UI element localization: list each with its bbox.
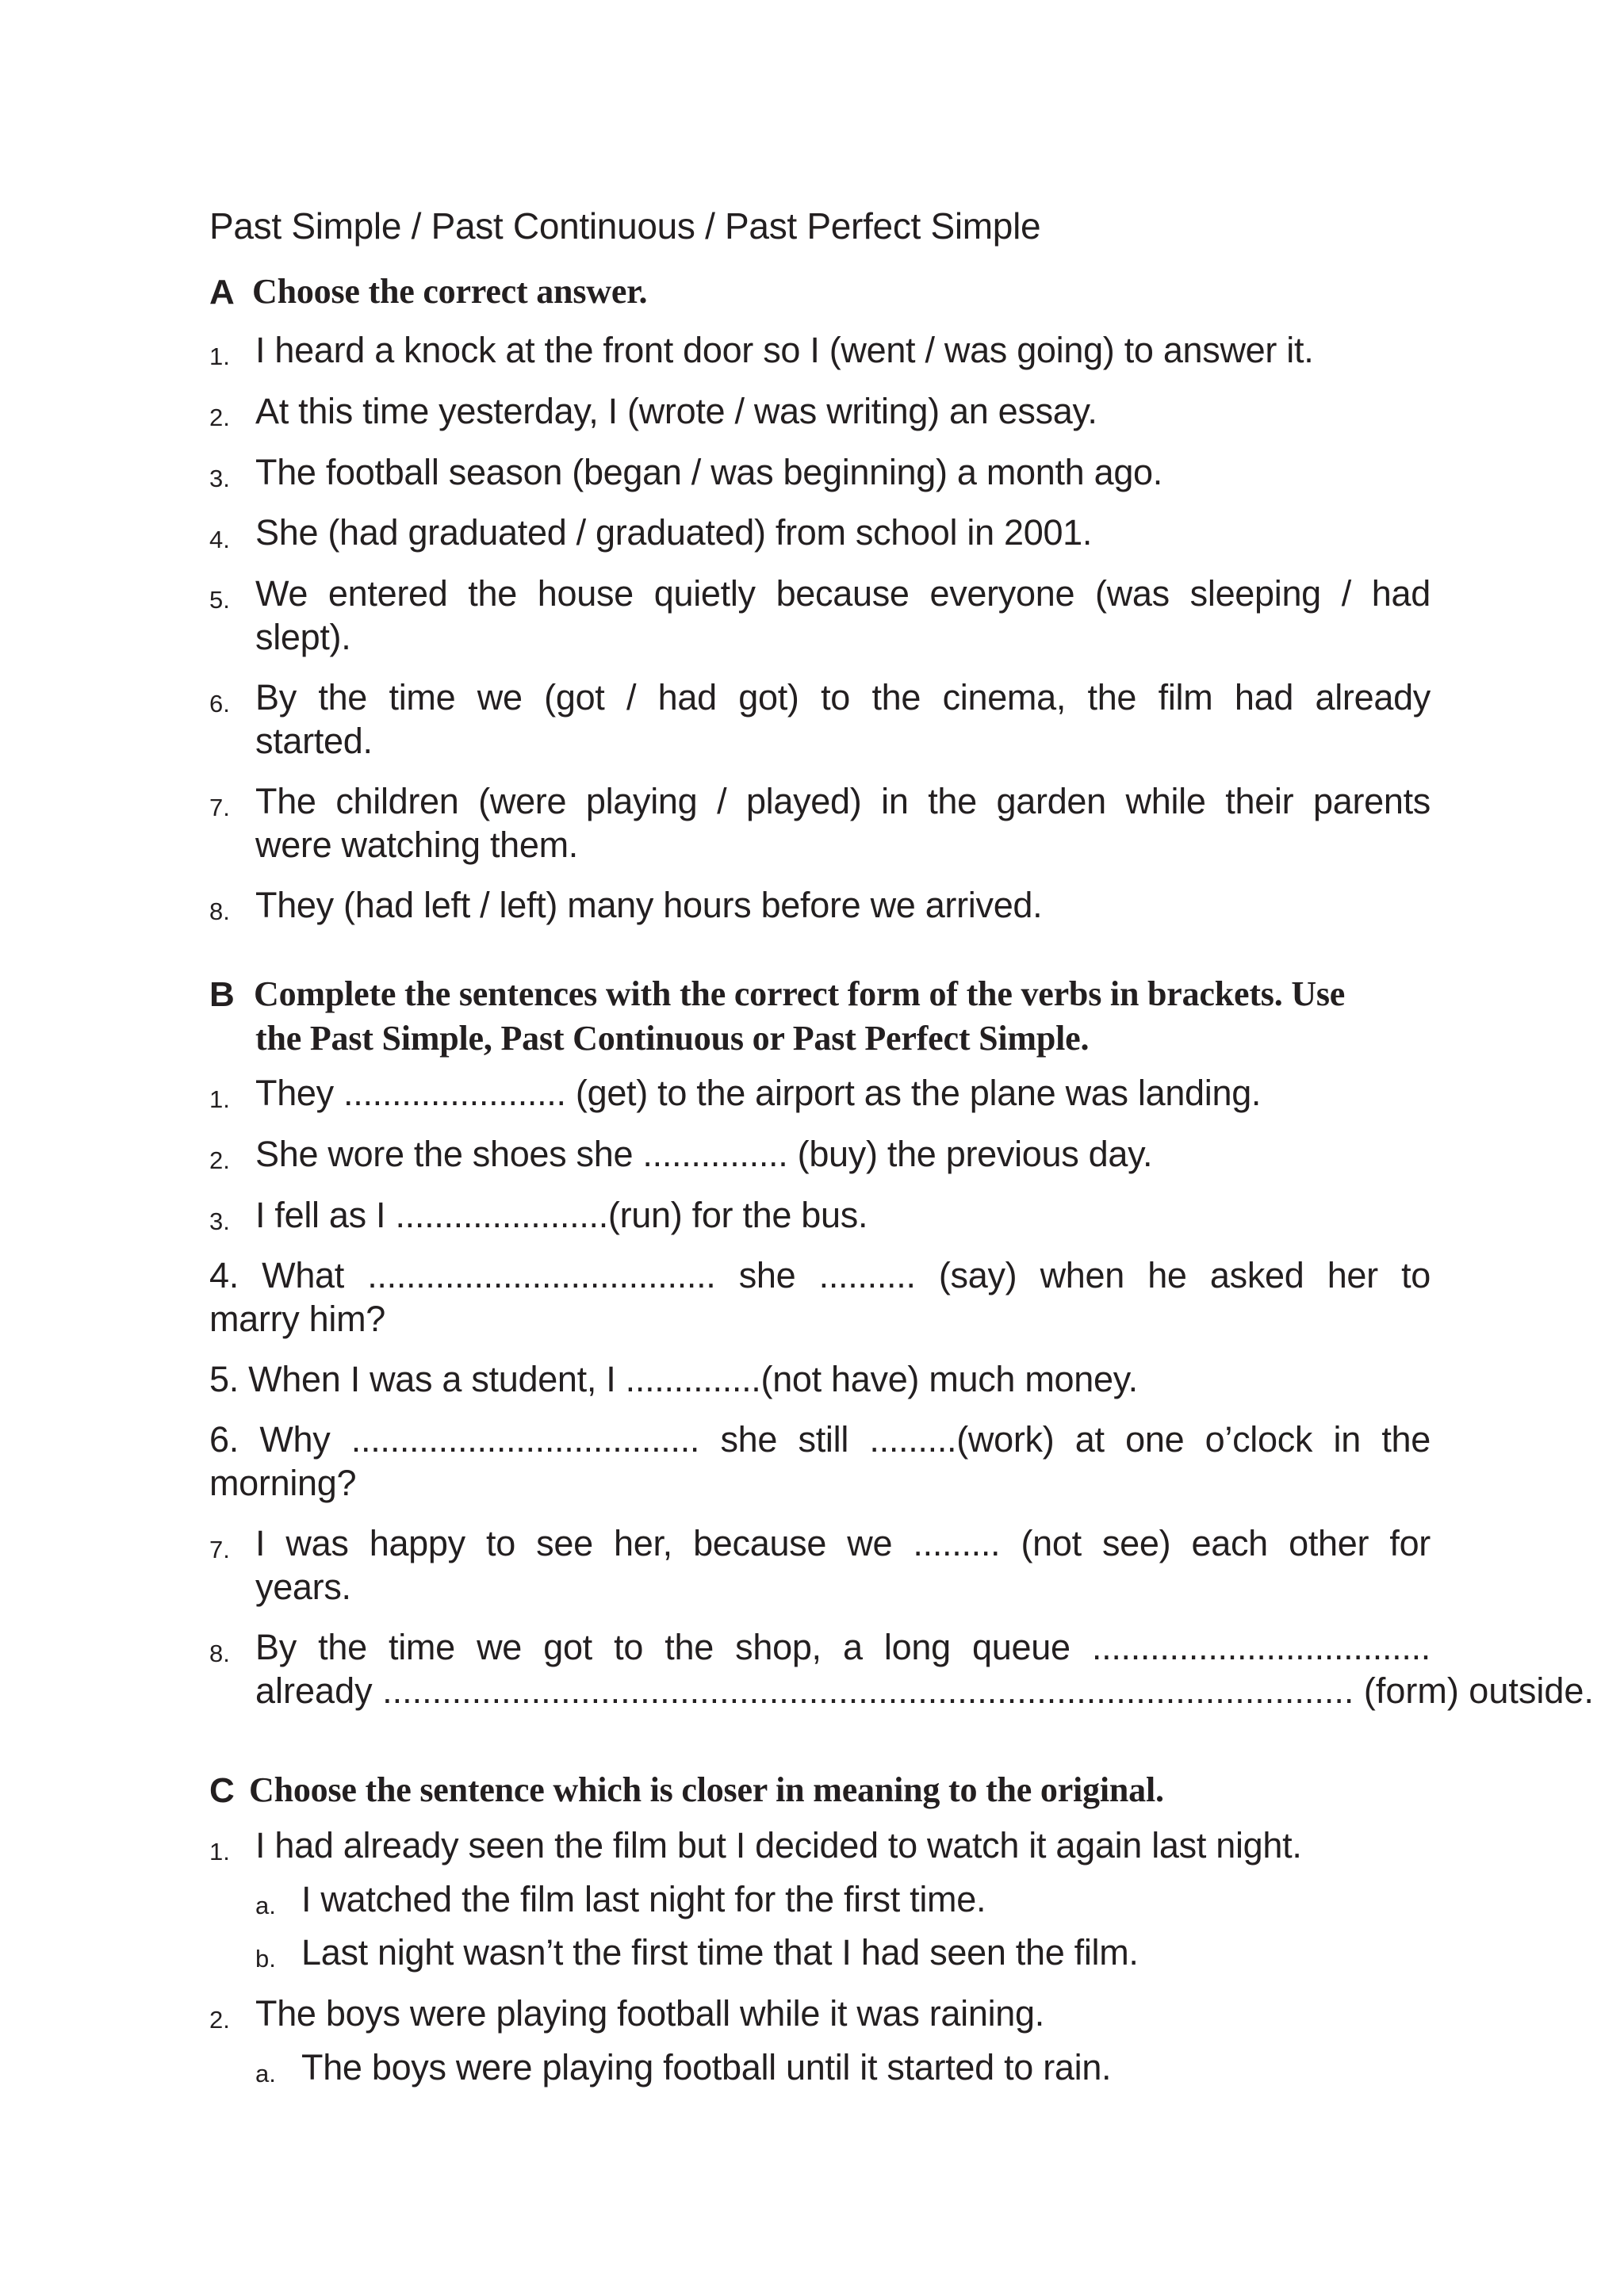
b-item-2-text: She wore the shoes she ............... (buy) the previous day. bbox=[255, 1134, 1153, 1174]
b-item-6-text: 6. Why .................................... she still .........(work) at one o’clock in the bbox=[209, 1419, 1431, 1460]
a-item-5-text-cont: slept). bbox=[255, 617, 351, 657]
a-item-8-number: 8. bbox=[209, 897, 230, 925]
a-item-5-number: 5. bbox=[209, 586, 230, 614]
b-item-7-number: 7. bbox=[209, 1536, 230, 1563]
b-item-7-text: I was happy to see her, because we ......... (not see) each other for bbox=[255, 1523, 1431, 1563]
b-item-8-text-cont: already .................................................................................................. (form) outside. bbox=[255, 1670, 1594, 1711]
section-b-instruction-line1: Complete the sentences with the correct form of the verbs in brackets. Use bbox=[254, 974, 1346, 1013]
section-b-instruction-line2: the Past Simple, Past Continuous or Past Perfect Simple. bbox=[255, 1019, 1090, 1058]
b-item-4-text-cont: marry him? bbox=[209, 1299, 386, 1339]
a-item-3-text: The football season (began / was beginning) a month ago. bbox=[255, 452, 1162, 492]
c-item-2-option-a-letter: a. bbox=[255, 2060, 276, 2087]
c-item-1-option-a-letter: a. bbox=[255, 1892, 276, 1919]
b-item-7-text-cont: years. bbox=[255, 1567, 351, 1607]
a-item-7-text: The children (were playing / played) in the garden while their parents bbox=[255, 781, 1431, 821]
a-item-6-text-cont: started. bbox=[255, 721, 373, 761]
a-item-1-text: I heard a knock at the front door so I (went / was going) to answer it. bbox=[255, 330, 1314, 370]
b-item-1-text: They ....................... (get) to the airport as the plane was landing. bbox=[255, 1073, 1262, 1113]
b-item-4-text: 4. What .................................... she .......... (say) when he asked her to bbox=[209, 1255, 1431, 1295]
c-item-1-number: 1. bbox=[209, 1838, 230, 1866]
section-a-instruction: Choose the correct answer. bbox=[252, 272, 648, 311]
a-item-4-text: She (had graduated / graduated) from school in 2001. bbox=[255, 512, 1093, 553]
section-c-letter: C bbox=[209, 1771, 235, 1810]
a-item-5-text: We entered the house quietly because everyone (was sleeping / had bbox=[255, 573, 1431, 614]
a-item-7-number: 7. bbox=[209, 794, 230, 821]
b-item-3-number: 3. bbox=[209, 1207, 230, 1235]
section-c-instruction: Choose the sentence which is closer in meaning to the original. bbox=[249, 1770, 1164, 1809]
b-item-8-number: 8. bbox=[209, 1640, 230, 1667]
c-item-1-option-b-text: Last night wasn’t the first time that I had seen the film. bbox=[301, 1932, 1139, 1973]
c-item-1-option-a-text: I watched the film last night for the first time. bbox=[301, 1879, 986, 1919]
b-item-3-text: I fell as I ......................(run) for the bus. bbox=[255, 1195, 868, 1235]
section-b-letter: B bbox=[209, 975, 235, 1014]
c-item-2-option-a-text: The boys were playing football until it started to rain. bbox=[301, 2047, 1112, 2087]
a-item-4-number: 4. bbox=[209, 526, 230, 553]
b-item-2-number: 2. bbox=[209, 1146, 230, 1174]
page-title: Past Simple / Past Continuous / Past Perfect Simple bbox=[209, 205, 1041, 247]
c-item-1-text: I had already seen the film but I decided to watch it again last night. bbox=[255, 1825, 1302, 1866]
b-item-1-number: 1. bbox=[209, 1085, 230, 1113]
c-item-2-number: 2. bbox=[209, 2006, 230, 2034]
b-item-6-text-cont: morning? bbox=[209, 1463, 357, 1503]
a-item-8-text: They (had left / left) many hours before we arrived. bbox=[255, 885, 1043, 925]
a-item-6-text: By the time we (got / had got) to the cinema, the film had already bbox=[255, 677, 1431, 718]
c-item-2-text: The boys were playing football while it was raining. bbox=[255, 1993, 1044, 2034]
a-item-2-text: At this time yesterday, I (wrote / was writing) an essay. bbox=[255, 391, 1097, 431]
c-item-1-option-b-letter: b. bbox=[255, 1945, 276, 1973]
section-a-letter: A bbox=[209, 273, 235, 312]
a-item-7-text-cont: were watching them. bbox=[255, 825, 578, 865]
a-item-2-number: 2. bbox=[209, 404, 230, 431]
a-item-1-number: 1. bbox=[209, 342, 230, 370]
a-item-6-number: 6. bbox=[209, 690, 230, 718]
b-item-5-text: 5. When I was a student, I ..............(not have) much money. bbox=[209, 1359, 1138, 1399]
b-item-8-text: By the time we got to the shop, a long queue ................................... bbox=[255, 1627, 1431, 1667]
a-item-3-number: 3. bbox=[209, 465, 230, 492]
